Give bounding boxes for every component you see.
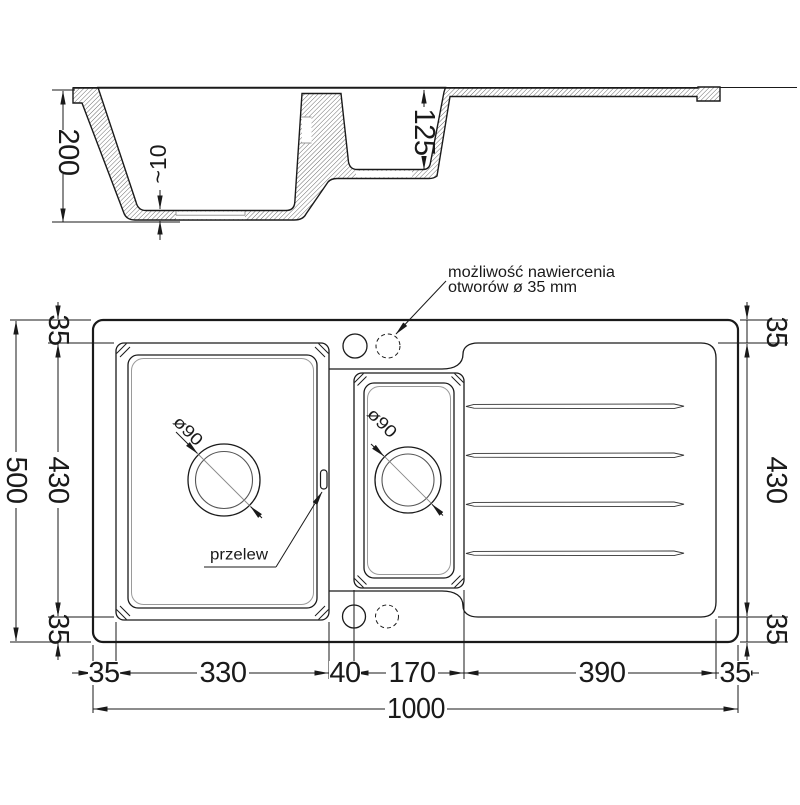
dim-label-500: 500: [0, 456, 32, 504]
dim-label-35-border-left: 35: [88, 657, 120, 689]
overflow-label: przelew: [210, 546, 269, 564]
dim-label-right-35-top: 35: [760, 316, 792, 348]
dim-label-10: ~10: [145, 144, 171, 184]
second-drain-label: ø90: [363, 404, 398, 439]
main-drain-label: ø90: [169, 412, 204, 447]
drill-note-line2: otworów ø 35 mm: [448, 279, 577, 296]
dim-label-left-430: 430: [42, 456, 74, 504]
dim-label-1000: 1000: [387, 693, 445, 725]
overflow-slot: [321, 470, 328, 489]
sink-outline: [93, 320, 738, 642]
dim-label-left-35-top: 35: [42, 314, 74, 346]
dim-label-left-35-bottom: 35: [42, 613, 74, 645]
dim-label-40: 40: [329, 657, 361, 689]
dim-label-390: 390: [578, 657, 626, 689]
dim-label-right-430: 430: [760, 456, 792, 504]
dim-section-bottom-thickness: [145, 144, 171, 240]
dim-label-170: 170: [388, 657, 436, 689]
plan-view: [93, 264, 738, 642]
drill-note-line1: możliwość nawiercenia: [448, 264, 616, 281]
dim-label-200: 200: [52, 128, 84, 176]
main-bowl-bottom-recess: [176, 212, 245, 220]
overflow-channel-gap: [301, 117, 312, 143]
second-bowl-bottom-recess: [356, 171, 412, 178]
dim-label-35-border-right: 35: [719, 657, 751, 689]
dim-label-330: 330: [199, 657, 247, 689]
section-view: [52, 87, 797, 240]
dim-label-125: 125: [408, 108, 440, 156]
dim-label-right-35-bottom: 35: [760, 613, 792, 645]
